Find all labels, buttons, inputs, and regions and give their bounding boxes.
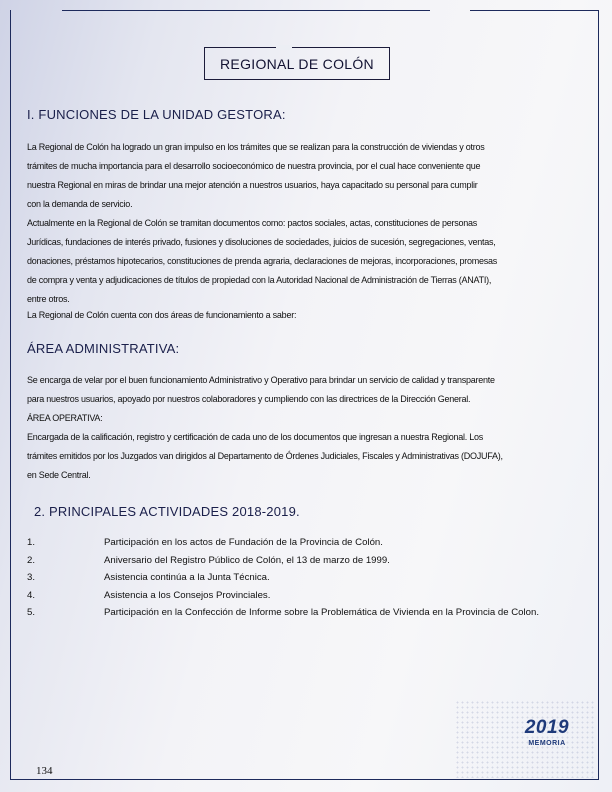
activities-list <box>27 534 592 622</box>
text-line: entre otros. <box>27 294 70 304</box>
text-line: La Regional de Colón ha logrado un gran impulso en los trámites que se realizan para la construcción de viviendas y otros <box>27 142 485 152</box>
section-heading-actividades: 2. PRINCIPALES ACTIVIDADES 2018-2019. <box>34 504 300 519</box>
list-item <box>27 604 592 622</box>
list-item-number: 3. <box>27 572 36 583</box>
list-item-text: Asistencia continúa a la Junta Técnica. <box>104 572 270 583</box>
list-item <box>27 569 592 587</box>
text-line: La Regional de Colón cuenta con dos áreas de funcionamiento a saber: <box>27 310 297 320</box>
frame-top-line <box>62 10 430 11</box>
list-item-number: 5. <box>27 607 36 618</box>
page-title: REGIONAL DE COLÓN <box>204 47 390 80</box>
paragraph-funciones <box>27 138 589 309</box>
text-line: para nuestros usuarios, apoyado por nuestros colaboradores y cumpliendo con las directrices de la Dirección General. <box>27 394 471 404</box>
paragraph-administrativa <box>27 371 589 485</box>
logo-label: MEMORIA <box>528 740 566 747</box>
frame-bottom-line <box>10 779 599 780</box>
paragraph-areas <box>27 306 589 325</box>
list-item-number: 4. <box>27 589 36 601</box>
title-box-gap <box>276 45 292 50</box>
text-line: Jurídicas, fundaciones de interés privado, fusiones y disoluciones de sociedades, juicios de sucesión, segregaciones, ventas, <box>27 237 496 247</box>
list-item <box>27 587 592 605</box>
section-heading-administrativa: ÁREA ADMINISTRATIVA: <box>27 341 180 356</box>
text-line: donaciones, préstamos hipotecarios, constituciones de prenda agraria, declaraciones de mejoras, incorporaciones, promesas <box>27 256 498 266</box>
text-line: en Sede Central. <box>27 470 91 480</box>
memoria-logo <box>520 716 574 756</box>
list-item-text: Participación en los actos de Fundación de la Provincia de Colón. <box>104 537 383 548</box>
text-line: Encargada de la calificación, registro y certificación de cada uno de los documentos que ingresan a nuestra Regional. Los <box>27 432 484 442</box>
frame-right-line <box>598 10 599 780</box>
text-line: de compra y venta y adjudicaciones de títulos de propiedad con la Autoridad Nacional de Administración de Tierras (ANATI), <box>27 275 492 285</box>
list-item <box>27 552 592 570</box>
list-item-number: 2. <box>27 554 36 566</box>
text-line: Se encarga de velar por el buen funcionamiento Administrativo y Operativo para brindar un servicio de calidad y transparente <box>27 375 495 385</box>
list-item-text: Asistencia a los Consejos Provinciales. <box>104 589 271 601</box>
text-line: ÁREA OPERATIVA: <box>27 413 103 423</box>
text-line: trámites emitidos por los Juzgados van dirigidos al Departamento de Órdenes Judiciales, Fiscales y Administrativas (DOJUFA), <box>27 451 503 461</box>
list-item-number: 1. <box>27 537 36 548</box>
frame-left-line <box>10 10 11 780</box>
text-line: nuestra Regional en miras de brindar una mejor atención a nuestros usuarios, haya capacitado su personal para cumplir <box>27 180 478 190</box>
logo-year: 2019 <box>524 717 570 738</box>
list-item <box>27 534 592 552</box>
list-item-text: Aniversario del Registro Público de Colón, el 13 de marzo de 1999. <box>104 554 390 566</box>
page-number: 134 <box>36 765 53 777</box>
list-item-text: Participación en la Confección de Informe sobre la Problemática de Vivienda en la Provincia de Colon. <box>104 607 539 618</box>
frame-corner-line <box>470 10 599 11</box>
text-line: trámites de mucha importancia para el desarrollo socioeconómico de nuestra provincia, por el cual hace conveniente que <box>27 161 481 171</box>
section-heading-funciones: I. FUNCIONES DE LA UNIDAD GESTORA: <box>27 107 286 122</box>
text-line: con la demanda de servicio. <box>27 199 133 209</box>
text-line: Actualmente en la Regional de Colón se tramitan documentos como: pactos sociales, actas, constituciones de personas <box>27 218 478 228</box>
